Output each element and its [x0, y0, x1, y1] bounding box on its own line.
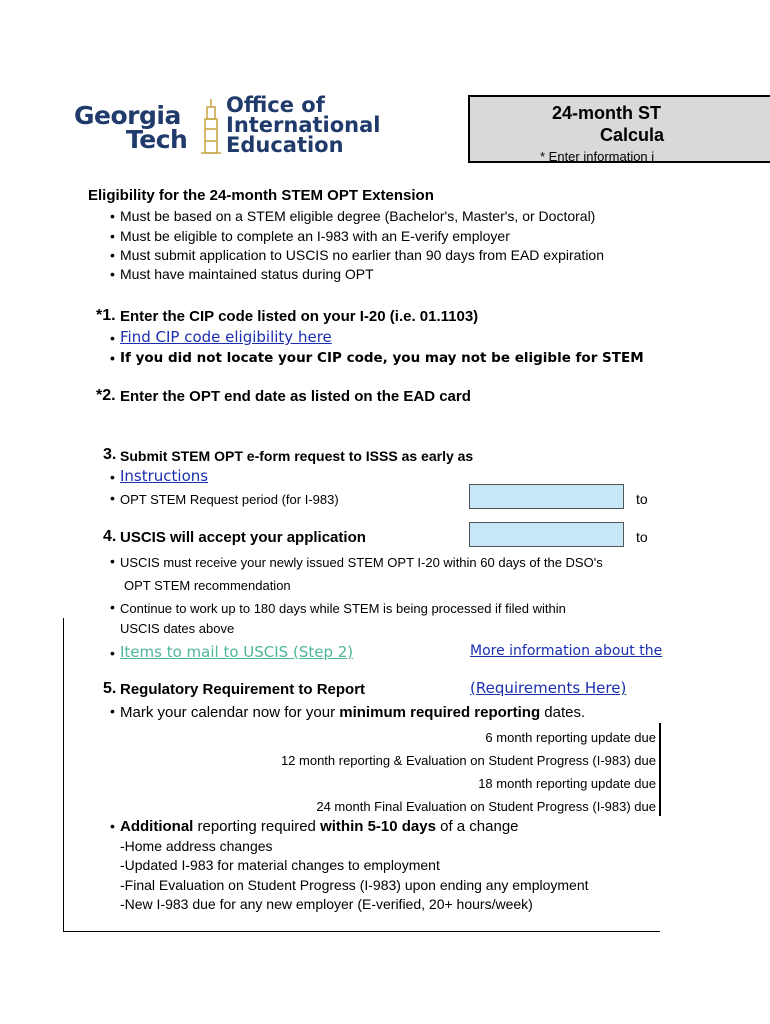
- eligibility-item: Must be eligible to complete an I-983 with an E-verify employer: [120, 228, 510, 244]
- change-item: -Home address changes: [120, 838, 273, 854]
- change-item: -New I-983 due for any new employer (E-verified, 20+ hours/week): [120, 896, 533, 912]
- calculator-title: 24-month ST: [552, 103, 662, 123]
- bullet: •: [110, 553, 115, 569]
- step2-number: *2.: [96, 387, 116, 404]
- logo-international: International: [226, 113, 381, 137]
- bullet: •: [110, 703, 115, 719]
- calculator-note: * Enter information i: [540, 149, 655, 163]
- georgia-tech-oie-logo: [74, 95, 419, 157]
- bullet: •: [110, 818, 115, 834]
- change-item: -Updated I-983 for material changes to employment: [120, 857, 440, 873]
- to-label: to: [636, 529, 648, 545]
- report-12-month: 12 month reporting & Evaluation on Student Progress (I-983) due: [280, 753, 656, 768]
- calendar-note-c: dates.: [540, 704, 586, 721]
- step5-text: Regulatory Requirement to Report: [120, 681, 366, 698]
- cip-warning: If you did not locate your CIP code, you may not be eligible for STEM: [120, 350, 644, 366]
- logo-education: Education: [226, 133, 344, 157]
- logo-office-of: Office of: [226, 93, 325, 117]
- bullet: •: [110, 645, 115, 661]
- step1-number: *1.: [96, 307, 116, 324]
- report-24-month: 24 month Final Evaluation on Student Progress (I-983) due: [316, 799, 656, 814]
- bullet: •: [110, 490, 115, 506]
- uscis-note-1b: OPT STEM recommendation: [124, 578, 291, 593]
- calendar-note-bold: minimum required reporting: [339, 704, 541, 721]
- report-dates-border: [659, 723, 661, 816]
- eligibility-item: Must submit application to USCIS no earlier than 90 days from EAD expiration: [120, 247, 605, 263]
- additional-text: reporting required: [193, 818, 321, 835]
- step3-text: Submit STEM OPT e-form request to ISSS as early as: [120, 448, 474, 464]
- additional-days-bold: within 5-10 days: [320, 818, 436, 835]
- logo-georgia-text: Georgia: [74, 101, 181, 130]
- bottom-border-line: [63, 931, 660, 932]
- step1-text: Enter the CIP code listed on your I-20 (i.e. 01.1103): [120, 308, 479, 325]
- tech-tower-icon: [200, 97, 222, 155]
- bullet: •: [110, 469, 115, 485]
- additional-reporting-note: [120, 818, 519, 835]
- instructions-link[interactable]: Instructions: [120, 467, 209, 485]
- uscis-accept-start-field[interactable]: [469, 522, 624, 547]
- cip-eligibility-link[interactable]: Find CIP code eligibility here: [120, 328, 332, 346]
- step4-number: 4.: [103, 528, 117, 545]
- step3-number: 3.: [103, 446, 117, 463]
- bullet: •: [110, 330, 115, 346]
- bullet: •: [110, 228, 115, 244]
- report-6-month: 6 month reporting update due: [485, 730, 656, 745]
- uscis-note-2a: Continue to work up to 180 days while STEM is being processed if filed within: [120, 601, 566, 616]
- change-item: -Final Evaluation on Student Progress (I-983) upon ending any employment: [120, 877, 589, 893]
- step2-text: Enter the OPT end date as listed on the EAD card: [120, 388, 471, 405]
- additional-text-end: of a change: [435, 818, 519, 835]
- bullet: •: [110, 266, 115, 282]
- calendar-note: [120, 704, 585, 721]
- report-18-month: 18 month reporting update due: [478, 776, 656, 791]
- additional-bold: Additional: [120, 818, 194, 835]
- to-label: to: [636, 491, 648, 507]
- calculator-title-line2: Calcula: [600, 125, 665, 145]
- bullet: •: [110, 599, 115, 615]
- logo-tech-text: Tech: [126, 125, 188, 154]
- left-border-line: [63, 618, 64, 932]
- bullet: •: [110, 247, 115, 263]
- eligibility-heading: Eligibility for the 24-month STEM OPT Extension: [88, 187, 434, 204]
- requirements-link[interactable]: (Requirements Here): [470, 679, 627, 697]
- step4-text: USCIS will accept your application: [120, 529, 366, 546]
- calendar-note-a: Mark your calendar now for your: [120, 704, 340, 721]
- calculator-title-box: [468, 95, 770, 163]
- uscis-note-2b: USCIS dates above: [120, 621, 235, 636]
- eligibility-item: Must have maintained status during OPT: [120, 266, 374, 282]
- uscis-note-1a: USCIS must receive your newly issued STEM OPT I-20 within 60 days of the DSO's: [120, 555, 603, 570]
- bullet: •: [110, 208, 115, 224]
- opt-request-period-label: OPT STEM Request period (for I-983): [120, 492, 339, 507]
- request-period-start-field[interactable]: [469, 484, 624, 509]
- eligibility-item: Must be based on a STEM eligible degree (Bachelor's, Master's, or Doctoral): [120, 208, 596, 224]
- bullet: •: [110, 350, 115, 366]
- step5-number: 5.: [103, 680, 117, 697]
- more-information-link[interactable]: More information about the: [470, 643, 663, 659]
- items-to-mail-link[interactable]: Items to mail to USCIS (Step 2): [120, 643, 354, 661]
